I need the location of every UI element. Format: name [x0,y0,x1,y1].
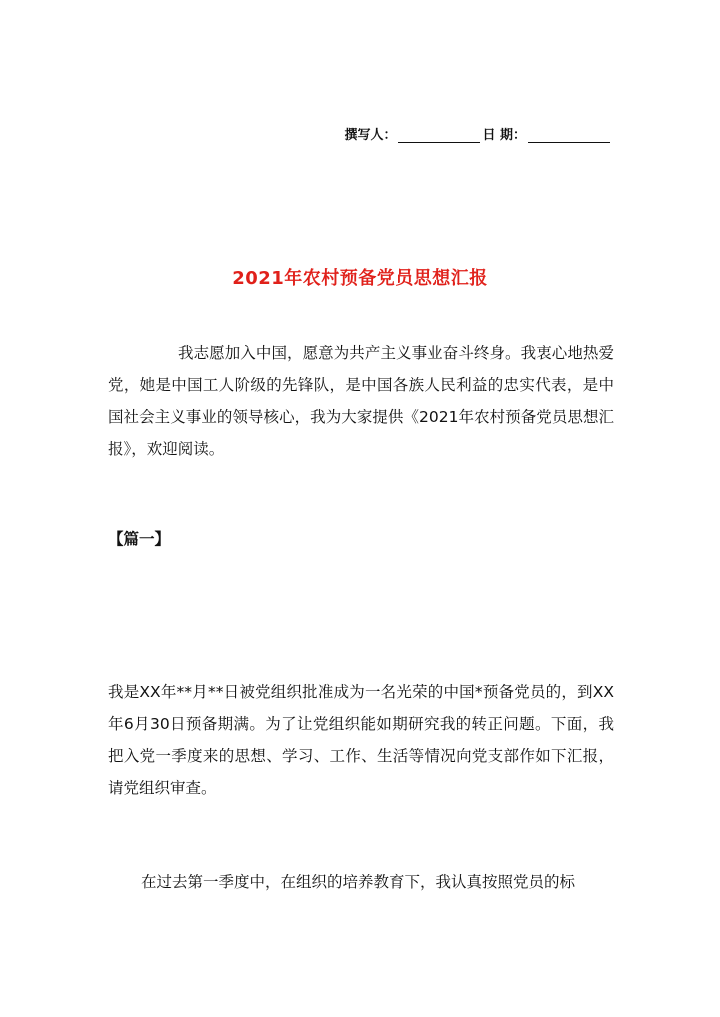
date-label: 日 期： [482,128,526,143]
section-heading: 【篇一】 [108,530,171,548]
body-paragraph-1: 我是XX年**月**日被党组织批准成为一名光荣的中国*预备党员的，到XX年6月30日预备期满。为了让党组织能如期研究我的转正问题。下面，我把入党一季度来的思想、学习、工作、生活等情况向党支部作如下汇报，请党组织审查。 [108,683,614,797]
author-blank [398,127,480,143]
author-label: 撰写人： [344,128,397,143]
document-title: 2021年农村预备党员思想汇报 [232,268,488,289]
header-signature-line [344,124,612,143]
body-paragraph-2: 在过去第一季度中，在组织的培养教育下，我认真按照党员的标 [141,873,576,891]
intro-paragraph: 我志愿加入中国，愿意为共产主义事业奋斗终身。我衷心地热爱党，她是中国工人阶级的先锋队，是中国各族人民利益的忠实代表，是中国社会主义事业的领导核心，我为大家提供《2021年农村预备党员思想汇报》，欢迎阅读。 [108,344,614,458]
date-blank [528,127,610,143]
